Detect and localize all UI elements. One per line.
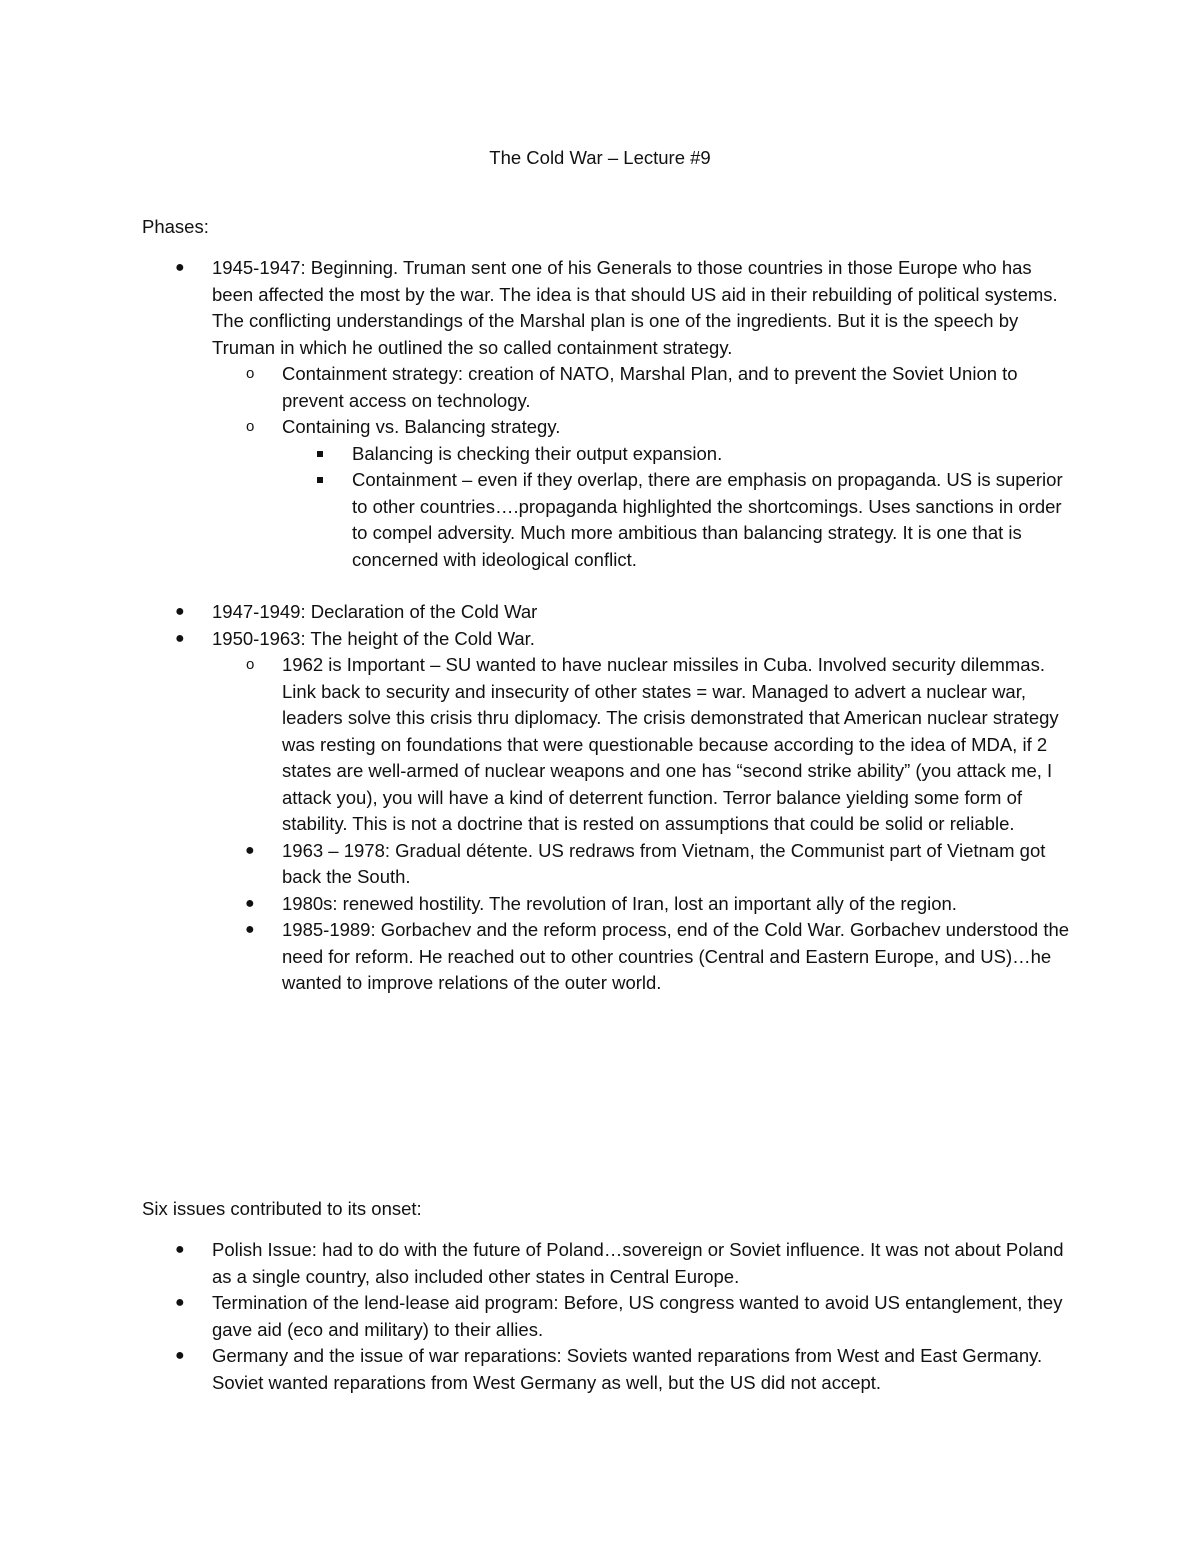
issues-list — [142, 1237, 1072, 1396]
square-bullet-icon — [317, 451, 323, 457]
list-item — [212, 838, 1072, 891]
sub-text: 1962 is Important – SU wanted to have nuclear missiles in Cuba. Involved security dilemmas. Link back to security and insecurity of other states = war. Managed to advert a nuclear war, leaders solve this crisis thru diplomacy. The crisis demonstrated that American nuclear strategy was resting on foundations that were questionable because according to the idea of MDA, if 2 states are well-armed of nuclear weapons and one has “second strike ability” (you attack me, I attack you), you will have a kind of deterrent function. Terror balance yielding some form of stability. This is not a doctrine that is rested on assumptions that could be solid or reliable. — [282, 654, 1059, 834]
bullet-icon: ● — [175, 603, 185, 620]
sub-text: 1980s: renewed hostility. The revolution of Iran, lost an important ally of the region. — [282, 892, 957, 914]
bullet-icon: ● — [175, 1241, 185, 1258]
list-item — [212, 917, 1072, 997]
bullet-icon: ● — [245, 921, 255, 938]
subsub-list — [282, 441, 1072, 574]
list-item — [282, 467, 1072, 573]
subsub-text: Containment – even if they overlap, there are emphasis on propaganda. US is superior to other countries….propaganda highlighted the shortcomings. Uses sanctions in order to compel adversity. Much more ambitious than balancing strategy. It is one that is concerned with ideological conflict. — [352, 469, 1063, 570]
issue-text: Termination of the lend-lease aid program: Before, US congress wanted to avoid US entanglement, they gave aid (eco and military) to their allies. — [212, 1292, 1063, 1340]
issue-text: Polish Issue: had to do with the future of Poland…sovereign or Soviet influence. It was not about Poland as a single country, also included other states in Central Europe. — [212, 1239, 1064, 1287]
phase-text: 1950-1963: The height of the Cold War. — [212, 627, 535, 649]
issue-text: Germany and the issue of war reparations: Soviets wanted reparations from West and East Germany. Soviet wanted reparations from West Germany as well, but the US did not accept. — [212, 1345, 1043, 1393]
phase-text: 1945-1947: Beginning. Truman sent one of his Generals to those countries in those Europe who has been affected the most by the war. The idea is that should US aid in their rebuilding of political systems. The conflicting understandings of the Marshal plan is one of the ingredients. But it is the speech by Truman in which he outlined the so called containment strategy. — [212, 257, 1058, 358]
list-item — [142, 1343, 1072, 1396]
bullet-icon: ● — [175, 1347, 185, 1364]
list-item — [142, 626, 1072, 997]
bullet-icon: ● — [245, 841, 255, 859]
list-item — [212, 414, 1072, 573]
list-item — [142, 599, 1072, 626]
square-bullet-icon — [317, 477, 323, 483]
sub-text: 1963 – 1978: Gradual détente. US redraws from Vietnam, the Communist part of Vietnam got back the South. — [282, 839, 1046, 887]
bullet-icon: ● — [175, 259, 185, 276]
subsub-text: Balancing is checking their output expansion. — [352, 442, 723, 464]
sub-text: Containment strategy: creation of NATO, Marshal Plan, and to prevent the Soviet Union to prevent access on technology. — [282, 363, 1018, 411]
sub-list — [212, 361, 1072, 573]
sub-text: Containing vs. Balancing strategy. — [282, 416, 561, 437]
circle-bullet-icon: o — [246, 418, 255, 435]
list-item — [212, 891, 1072, 918]
sub-list — [212, 652, 1072, 997]
list-item — [282, 441, 1072, 468]
sub-text: 1985-1989: Gorbachev and the reform process, end of the Cold War. Gorbachev understood the need for reform. He reached out to other countries (Central and Eastern Europe, and US)…he wanted to improve relations of the outer world. — [282, 919, 1070, 993]
list-item — [142, 1237, 1072, 1290]
circle-bullet-icon: o — [246, 656, 255, 673]
phase-text: 1947-1949: Declaration of the Cold War — [212, 601, 538, 622]
list-item — [142, 1290, 1072, 1343]
bullet-icon: ● — [175, 629, 185, 647]
bullet-icon: ● — [245, 894, 255, 912]
list-item — [212, 361, 1072, 414]
document-title: The Cold War – Lecture #9 — [489, 147, 711, 168]
phases-list — [142, 255, 1072, 997]
circle-bullet-icon: o — [246, 365, 255, 382]
bullet-icon: ● — [175, 1294, 185, 1311]
list-item — [142, 255, 1072, 599]
list-item — [212, 652, 1072, 838]
phases-heading: Phases: — [142, 216, 209, 237]
issues-heading: Six issues contributed to its onset: — [142, 1198, 422, 1219]
